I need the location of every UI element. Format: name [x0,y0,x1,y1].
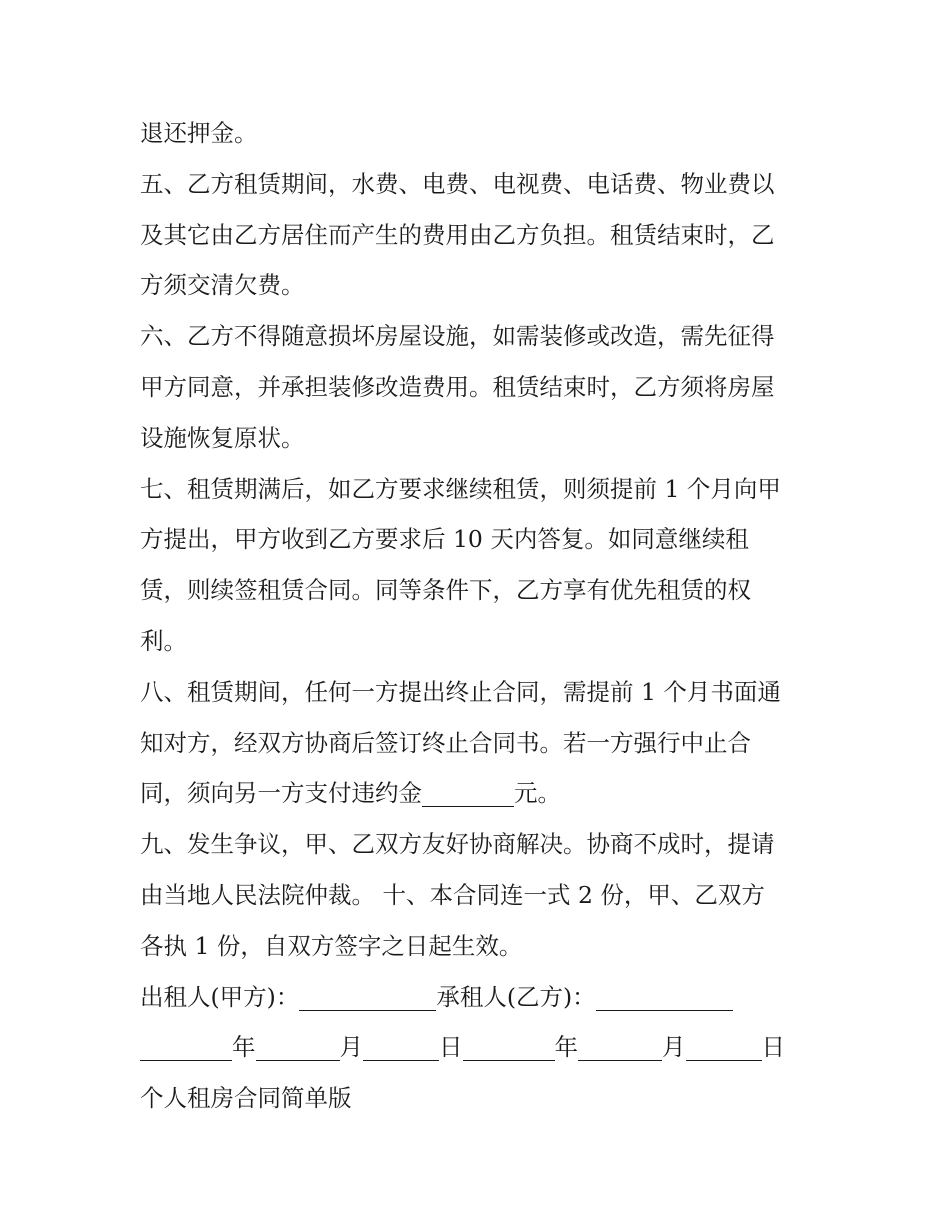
year-label: 年 [554,1033,578,1062]
text-line: 知对方，经双方协商后签订终止合同书。若一方强行中止合 [140,728,751,757]
text-line: 六、乙方不得随意损坏房屋设施，如需装修或改造，需先征得 [140,322,775,351]
lessee-year-blank[interactable] [463,1030,555,1061]
penalty-prefix: 同，须向另一方支付违约金 [140,779,422,808]
penalty-suffix: 元。 [514,779,561,808]
lessor-month-blank[interactable] [256,1030,340,1061]
lessor-day-blank[interactable] [363,1030,439,1061]
lessor-signature-blank[interactable] [299,980,436,1011]
text-line: 各执 1 份，自双方签字之日起生效。 [140,931,523,960]
signature-line [140,972,815,1023]
penalty-amount-blank[interactable] [422,776,514,807]
text-line: 赁，则续签租赁合同。同等条件下，乙方享有优先租赁的权 [140,576,751,605]
text-line: 五、乙方租赁期间，水费、电费、电视费、电话费、物业费以 [140,169,775,198]
lessee-signature-blank[interactable] [596,980,733,1011]
lessee-day-blank[interactable] [686,1030,762,1061]
day-label: 日 [761,1033,785,1062]
document-title: 个人租房合同简单版 [140,1084,352,1113]
day-label: 日 [439,1033,463,1062]
penalty-line [140,768,815,819]
text-line: 九、发生争议，甲、乙双方友好协商解决。协商不成时，提请 [140,830,775,859]
text-line: 甲方同意，并承担装修改造费用。租赁结束时，乙方须将房屋 [140,372,775,401]
text-line: 退还押金。 [140,119,258,147]
lessor-label: 出租人(甲方)： [140,982,300,1011]
text-line: 七、租赁期满后，如乙方要求继续租赁，则须提前 1 个月向甲 [140,474,781,503]
date-line [140,1022,815,1073]
month-label: 月 [662,1033,686,1062]
text-line: 八、租赁期间，任何一方提出终止合同，需提前 1 个月书面通 [140,677,781,706]
text-line: 由当地人民法院仲裁。 十、本合同连一式 2 份，甲、乙双方 [140,880,765,909]
text-line: 方须交清欠费。 [140,271,305,300]
contract-body [140,108,815,1124]
text-line: 利。 [140,626,187,655]
lessee-label: 承租人(乙方)： [436,982,596,1011]
text-line: 设施恢复原状。 [140,423,305,452]
month-label: 月 [339,1033,363,1062]
text-line: 及其它由乙方居住而产生的费用由乙方负担。租赁结束时，乙 [140,220,775,249]
text-line: 方提出，甲方收到乙方要求后 10 天内答复。如同意继续租 [140,525,749,554]
year-label: 年 [232,1033,256,1062]
lessee-month-blank[interactable] [578,1030,662,1061]
lessor-year-blank[interactable] [140,1030,232,1061]
